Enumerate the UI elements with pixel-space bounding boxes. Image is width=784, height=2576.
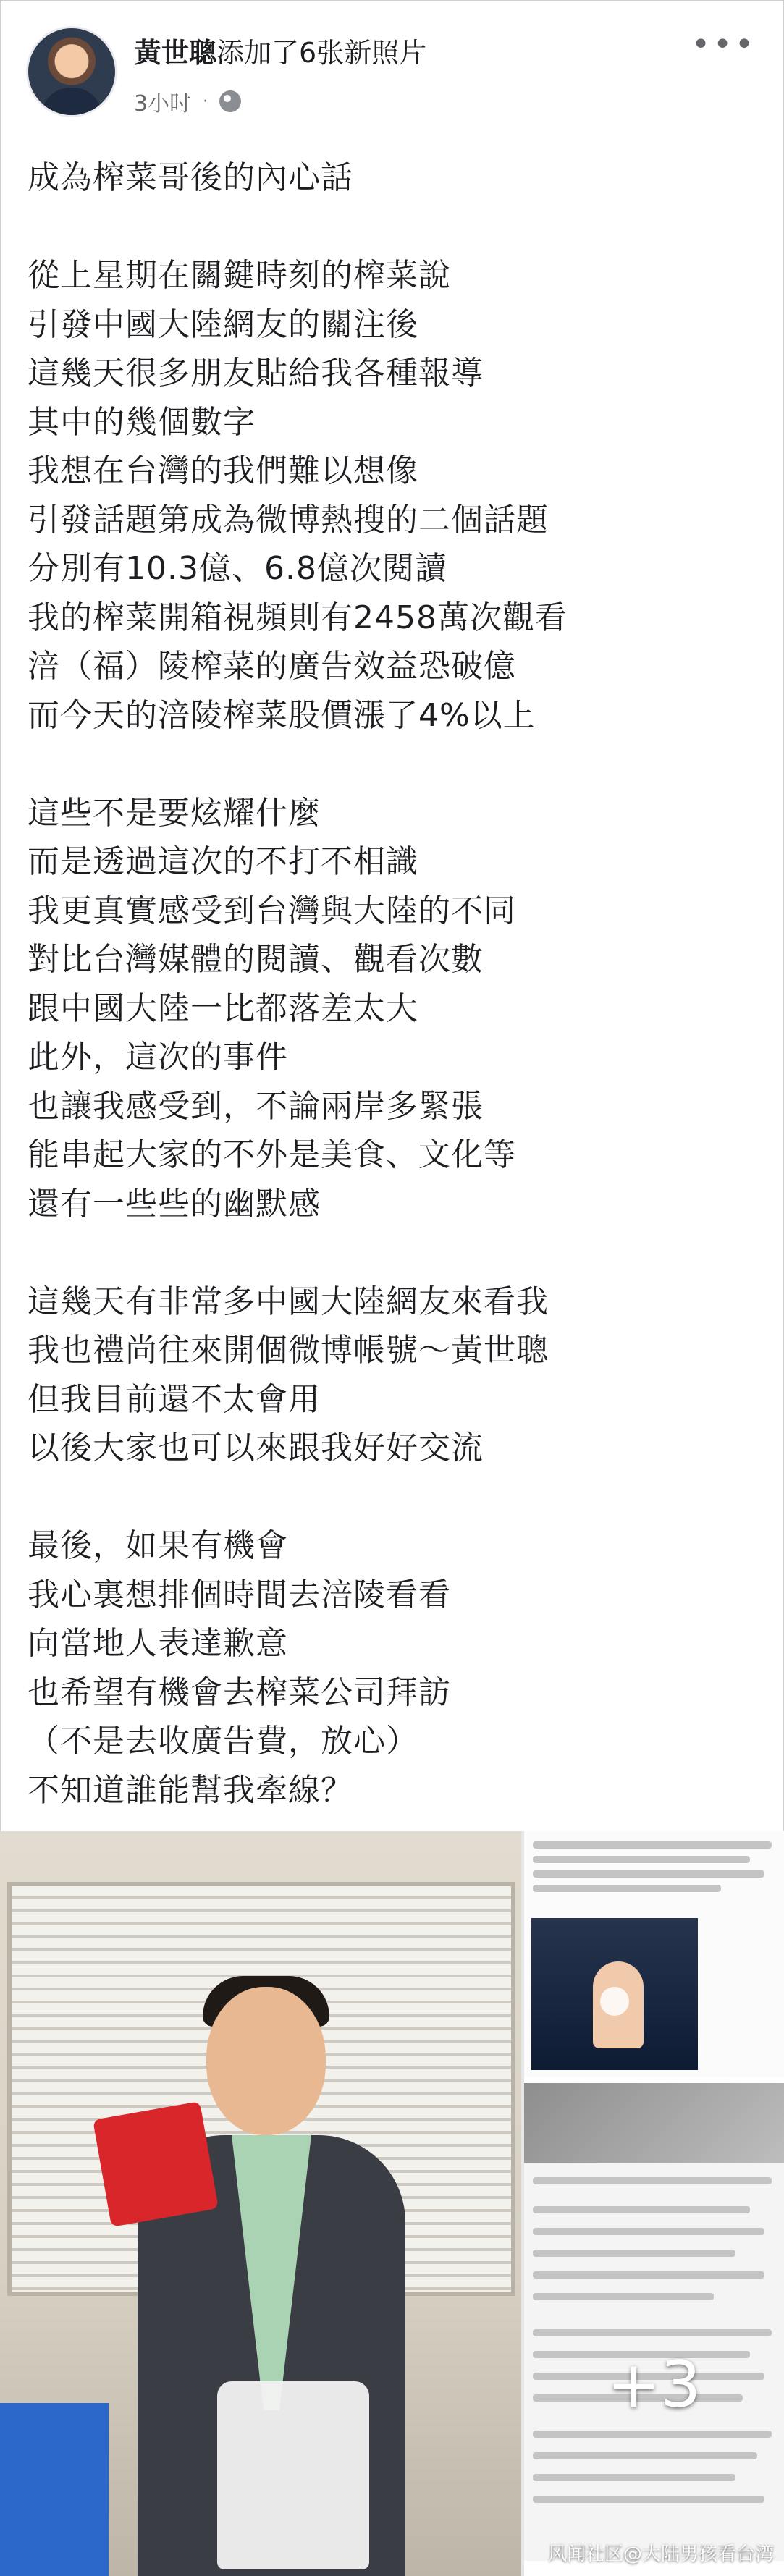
weibo-line [533, 2250, 735, 2257]
news-line [533, 1885, 721, 1892]
post-header [0, 0, 784, 145]
side-photo-weibo [524, 2083, 784, 2561]
plastic-bag [217, 2381, 369, 2569]
news-line [533, 1841, 772, 1849]
weibo-line [533, 2206, 750, 2213]
photo-main[interactable] [0, 1831, 521, 2576]
news-line [533, 1856, 750, 1863]
author-name[interactable]: 黃世聰 [134, 37, 217, 69]
weibo-line [533, 2271, 764, 2279]
weibo-line [533, 2351, 750, 2358]
post-text: 成為榨菜哥後的內心話 從上星期在關鍵時刻的榨菜說 引發中國大陸網友的關注後 這幾天很多朋友貼給我各種報導 其中的幾個數字 我想在台灣的我們難以想像 引發話題第成為微博熱搜的二個話題 分別有10.3億、6.8億次閱讀 我的榨菜開箱視頻則有2458萬次觀看 涪（福）陵榨菜的廣告效益恐破億 而今天的涪陵榨菜股價漲了4%以上 這些不是要炫耀什麼 而是透過這次的不打不相識 我更真實感受到台灣與大陸的不同 對比台灣媒體的閱讀、觀看次數 跟中國大陸一比都落差太大 此外，這次的事件 也讓我感受到，不論兩岸多緊張 能串起大家的不外是美食、文化等 還有一些些的幽默感 這幾天有非常多中國大陸網友來看我 我也禮尚往來開個微博帳號～黃世聰 但我目前還不太會用 以後大家也可以來跟我好好交流 最後，如果有機會 我心裏想排個時間去涪陵看看 向當地人表達歉意 也希望有機會去榨菜公司拜訪 （不是去收廣告費，放心） 不知道誰能幫我牽線？ [28, 159, 568, 1809]
photo-side[interactable] [524, 1831, 784, 2576]
weibo-line [533, 2452, 757, 2459]
person-head [206, 1987, 326, 2135]
meta-separator: · [203, 92, 208, 111]
weibo-line [533, 2228, 764, 2235]
video-thumbnail [531, 1918, 698, 2070]
more-photos-count: +3 [607, 2347, 701, 2422]
post-meta [134, 85, 241, 117]
play-icon [600, 1987, 629, 2016]
more-icon[interactable]: ••• [691, 26, 756, 63]
weibo-line [533, 2177, 772, 2184]
blue-bag [0, 2403, 109, 2576]
post-action: 添加了6张新照片 [216, 37, 427, 69]
watermark: 风闻社区@大陆男孩看台湾 [547, 2543, 774, 2565]
news-line [533, 1870, 764, 1878]
snack-package [93, 2101, 219, 2227]
globe-icon [219, 90, 241, 112]
photo-grid [0, 1831, 784, 2576]
avatar[interactable] [26, 26, 117, 117]
post-time[interactable]: 3小时 [134, 91, 192, 117]
weibo-line [533, 2496, 764, 2503]
weibo-line [533, 2293, 714, 2300]
weibo-line [533, 2373, 764, 2380]
weibo-line [533, 2431, 772, 2438]
post-author-line [134, 35, 426, 71]
side-photo-news [524, 1831, 784, 2077]
weibo-line [533, 2394, 743, 2402]
weibo-line [533, 2329, 772, 2336]
weibo-banner [524, 2083, 784, 2163]
weibo-line [533, 2474, 735, 2481]
